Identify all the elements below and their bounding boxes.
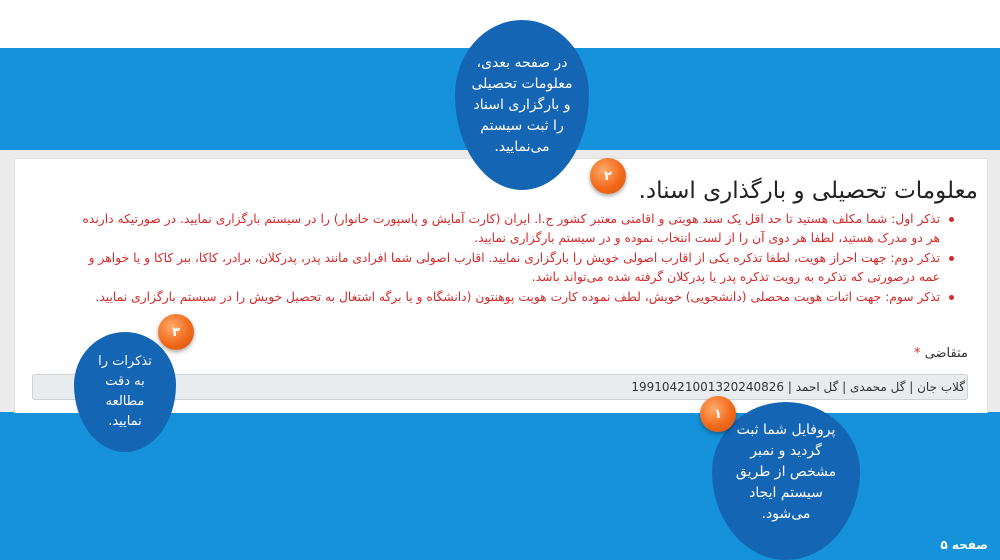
step-badge-2: ۲ [590,158,626,194]
note-item-2: تذکر دوم: جهت احراز هویت، لطفا تذکره یکی از اقارب اصولی خویش را بارگزاری نمایید. اقارب اصولی شما افرادی مانند پدر، پدرکلان، برادر، کاکا، ببر کاکا و یا خواهر و عمه درصورتی که تذکره به رویت تذکره پدر یا پدرکلان گرفته شده می‌تواند باشد. [74,249,954,288]
notes-list [74,210,954,307]
step-badge-1: ۱ [700,396,736,432]
callout-text-2: در صفحه بعدی، معلومات تحصیلی و بارگزاری اسناد را ثبت سیستم می‌نمایید. [471,54,573,155]
applicant-field[interactable]: گلاب جان | گل محمدی | گل احمد | 19910421001320240826 [32,374,968,400]
required-mark: * [914,346,921,361]
page-number: صفحه ۵ [940,538,988,552]
note-item-1: تذکر اول: شما مکلف هستید تا حد اقل یک سند هویتی و اقامتی معتبر کشور ج.ا. ایران (کارت آمایش و پاسپورت خانوار) را در سیستم بارگزاری نمایید. در صورتیکه دارنده هر دو مدرک هستید، لطفا هر دوی آن را از لست انتخاب نموده و در سیستم بارگزاری نمایید. [74,210,954,249]
applicant-label-text: متقاضی [924,346,968,361]
applicant-label [914,346,968,361]
callout-text-1: پروفایل شما ثبت گردید و نمبر مشخص از طریق سیستم ایجاد می‌شود. [735,422,837,522]
callout-text-3: تذکرات را به دقت مطالعه نمایید. [98,354,152,429]
note-item-3: تذکر سوم: جهت اثبات هویت محصلی (دانشجویی) خویش، لطف نموده کارت هویت پوهنتون (دانشگاه و یا برگه اشتغال به تحصیل خویش را در سیستم بارگزاری نمایید. [74,288,954,307]
form-title: معلومات تحصیلی و بارگذاری اسناد. [638,178,978,204]
step-badge-3: ۳ [158,314,194,350]
